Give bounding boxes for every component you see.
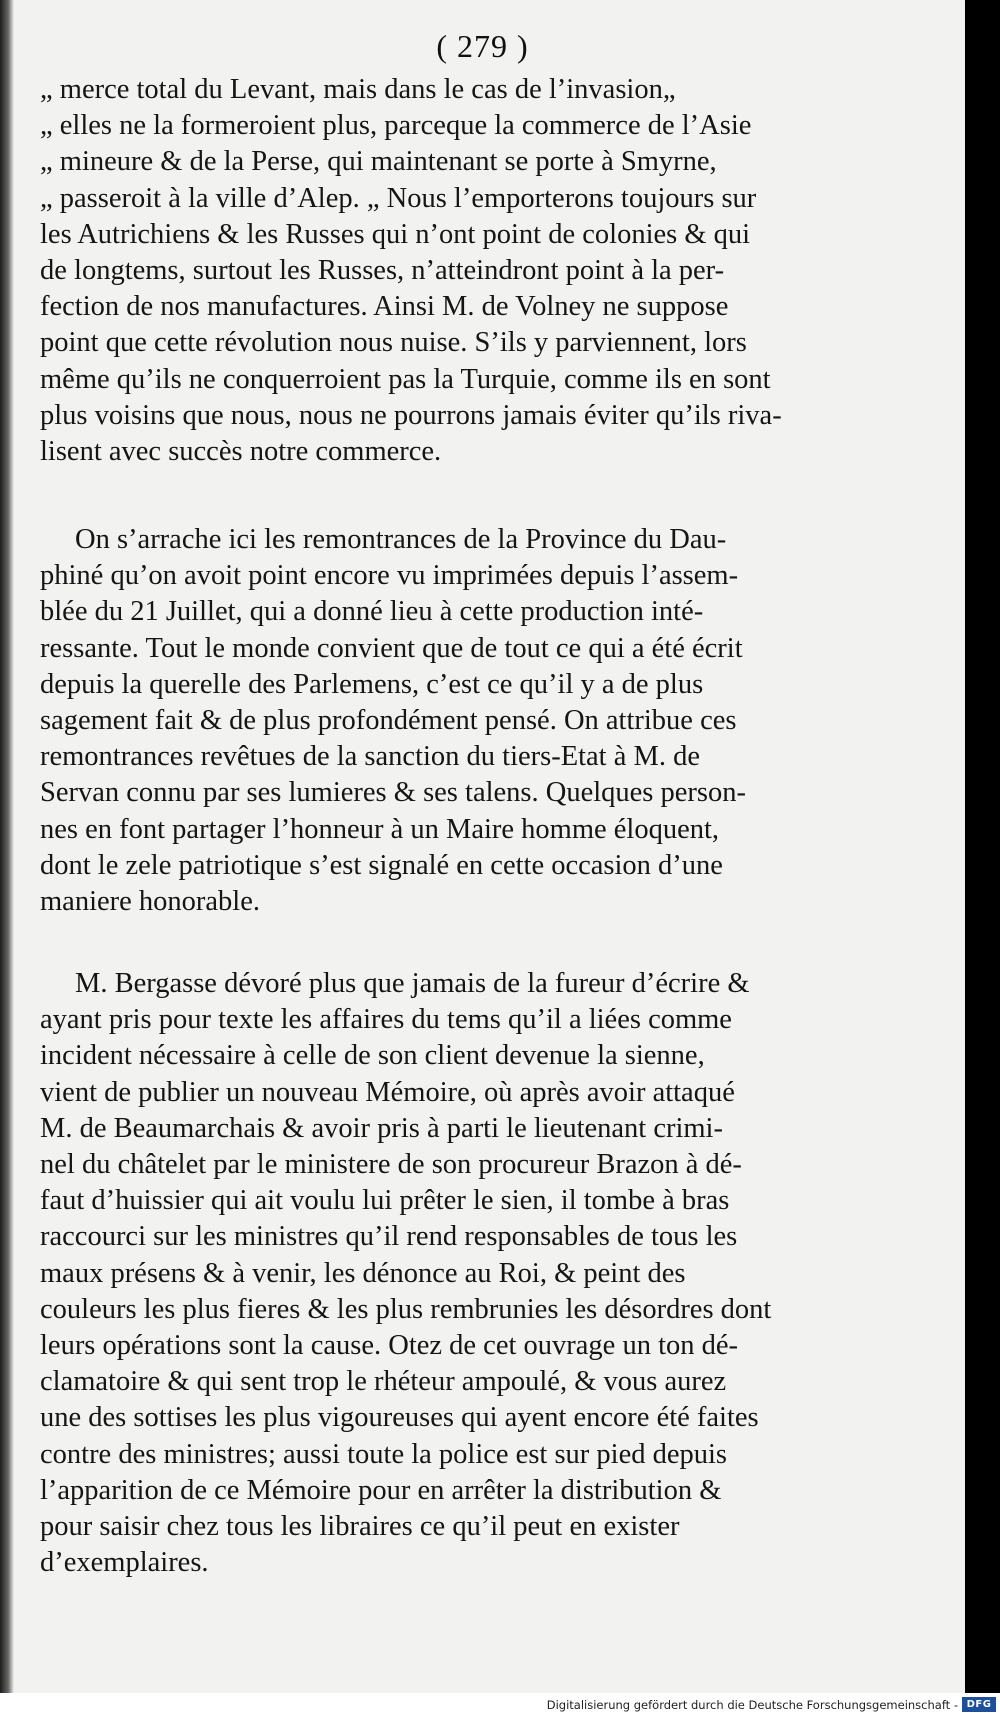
paragraph-line: maux présens & à venir, les dénonce au Roi, & peint des (40, 1257, 686, 1289)
page-number: ( 279 ) (436, 28, 529, 64)
paragraph-line: plus voisins que nous, nous ne pourrons jamais éviter qu’ils riva- (40, 399, 782, 431)
paragraph-line: sagement fait & de plus profondément pensé. On attribue ces (40, 705, 737, 737)
paragraph-line: vient de publier un nouveau Mémoire, où après avoir attaqué (40, 1076, 735, 1108)
paragraph-line: blée du 21 Juillet, qui a donné lieu à cette production inté- (40, 596, 704, 628)
paragraph-line: leurs opérations sont la cause. Otez de cet ouvrage un ton dé- (40, 1330, 738, 1362)
paragraph-line: ressante. Tout le monde convient que de tout ce qui a été écrit (40, 632, 743, 664)
paragraph-line: „ passeroit à la ville d’Alep. „ Nous l’emporterons toujours sur (40, 182, 757, 214)
paragraph-line: „ merce total du Levant, mais dans le cas de l’invasion„ (40, 74, 676, 105)
paragraph-line: clamatoire & qui sent trop le rhéteur ampoulé, & vous aurez (40, 1366, 727, 1398)
paragraph-1 (40, 72, 932, 470)
paragraph-line: maniere honorable. (40, 886, 260, 918)
paragraph-2 (40, 522, 932, 920)
paragraph-line: „ mineure & de la Perse, qui maintenant se porte à Smyrne, (40, 146, 717, 178)
paragraph-line: On s’arrache ici les remontrances de la Province du Dau- (75, 524, 727, 555)
paragraph-line: les Autrichiens & les Russes qui n’ont point de colonies & qui (40, 218, 751, 250)
paragraph-line: Servan connu par ses lumieres & ses talens. Quelques person- (40, 777, 746, 809)
digitization-footer (0, 1693, 1000, 1715)
paragraph-line: couleurs les plus fieres & les plus rembrunies les désordres dont (40, 1293, 772, 1325)
paragraph-line: nes en font partager l’honneur à un Maire homme éloquent, (40, 813, 720, 845)
paragraph-line: dont le zele patriotique s’est signalé en cette occasion d’une (40, 849, 723, 881)
paragraph-line: depuis la querelle des Parlemens, c’est ce qu’il y a de plus (40, 668, 704, 700)
paragraph-line: „ elles ne la formeroient plus, parceque la commerce de l’Asie (40, 110, 752, 142)
paragraph-line: d’exemplaires. (40, 1547, 209, 1579)
paragraph-3 (40, 966, 932, 1581)
paragraph-line: phiné qu’on avoit point encore vu imprimées depuis l’assem- (40, 560, 739, 592)
paragraph-line: de longtems, surtout les Russes, n’atteindront point à la per- (40, 255, 725, 287)
paragraph-line: lisent avec succès notre commerce. (40, 436, 442, 468)
paragraph-line: l’apparition de ce Mémoire pour en arrêter la distribution & (40, 1474, 722, 1506)
paragraph-line: fection de nos manufactures. Ainsi M. de Volney ne suppose (40, 291, 729, 323)
funding-credit: Digitalisierung gefördert durch die Deutsche Forschungsgemeinschaft - (546, 1698, 958, 1712)
scan-border (965, 0, 1000, 1693)
paragraph-line: une des sottises les plus vigoureuses qui ayent encore été faites (40, 1402, 759, 1434)
paragraph-line: remontrances revêtues de la sanction du tiers-Etat à M. de (40, 741, 700, 773)
paragraph-line: raccourci sur les ministres qu’il rend responsables de tous les (40, 1221, 738, 1253)
paragraph-line: nel du châtelet par le ministere de son procureur Brazon à dé- (40, 1149, 742, 1181)
paragraph-line: ayant pris pour texte les affaires du tems qu’il a liées comme (40, 1004, 732, 1036)
paragraph-line: incident nécessaire à celle de son client devenue la sienne, (40, 1040, 705, 1072)
dfg-logo: DFG (962, 1697, 996, 1712)
paragraph-line: point que cette révolution nous nuise. S’ils y parviennent, lors (40, 327, 747, 359)
paragraph-line: même qu’ils ne conquerroient pas la Turquie, comme ils en sont (40, 363, 771, 395)
paragraph-line: M. Bergasse dévoré plus que jamais de la fureur d’écrire & (75, 968, 750, 999)
paragraph-line: pour saisir chez tous les libraires ce qu’il peut en exister (40, 1511, 680, 1543)
paragraph-line: contre des ministres; aussi toute la police est sur pied depuis (40, 1438, 728, 1470)
paragraph-line: faut d’huissier qui ait voulu lui prêter le sien, il tombe à bras (40, 1185, 730, 1217)
paragraph-line: M. de Beaumarchais & avoir pris à parti le lieutenant crimi- (40, 1112, 723, 1144)
